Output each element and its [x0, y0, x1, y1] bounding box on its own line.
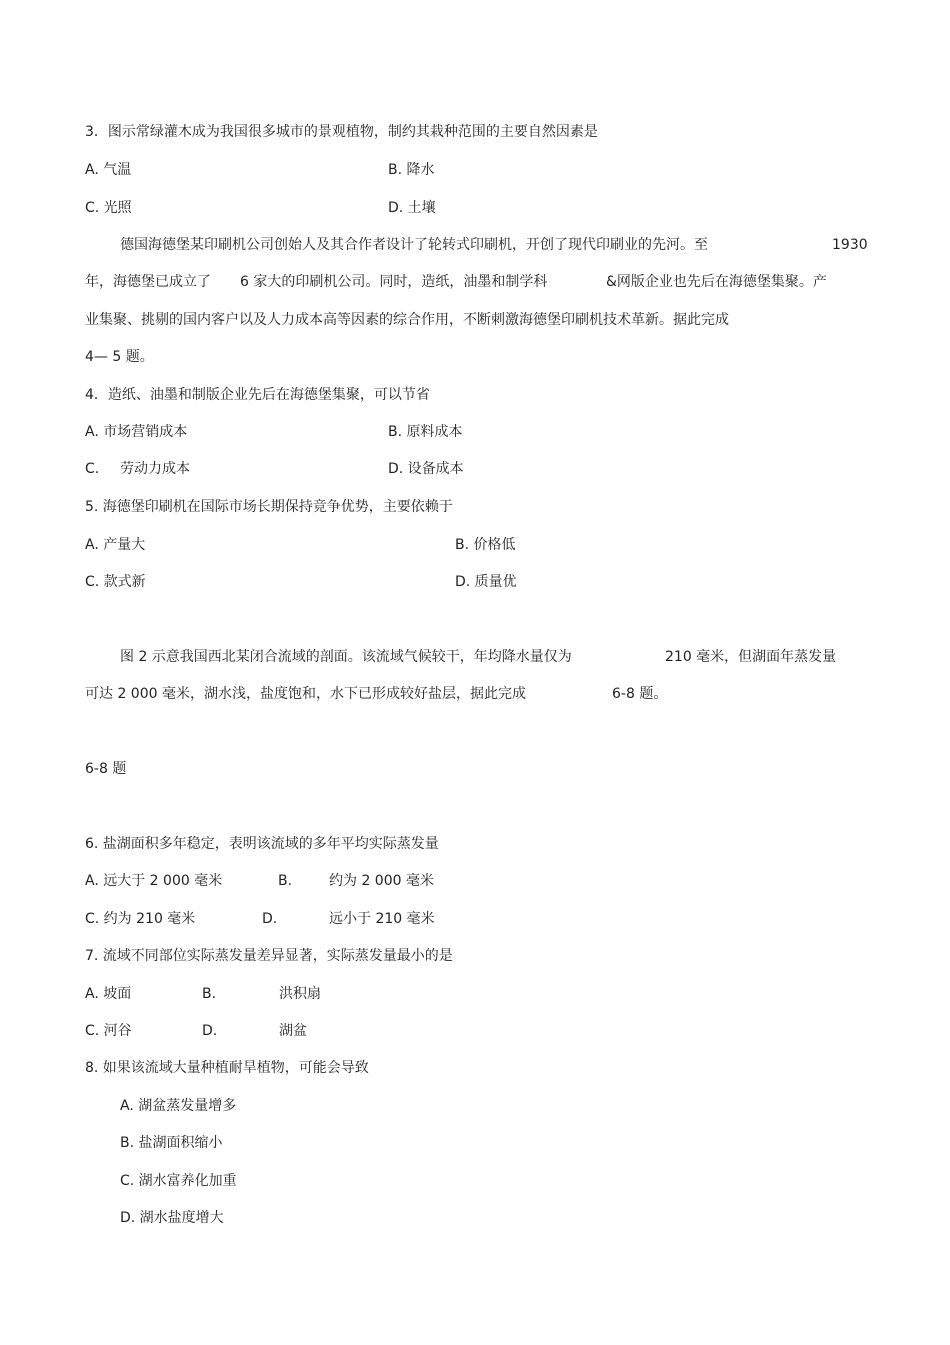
q5-option-d: D. 质量优 — [455, 574, 517, 590]
q3-option-a: A. 气温 — [85, 162, 132, 178]
q4-option-a: A. 市场营销成本 — [85, 424, 188, 440]
passage1-line2-part1: 年，海德堡已成立了 — [85, 274, 211, 290]
passage2-line2-end: 6-8 题。 — [612, 686, 668, 702]
q3-stem: 3．图示常绿灌木成为我国很多城市的景观植物，制约其栽种范围的主要自然因素是 — [85, 124, 598, 140]
q7-option-c: C. 河谷 — [85, 1023, 132, 1039]
q7-option-d-text: 湖盆 — [279, 1023, 307, 1039]
passage1-line1: 德国海德堡某印刷机公司创始人及其合作者设计了轮转式印刷机，开创了现代印刷业的先河。至 — [120, 237, 708, 253]
passage1-line3: 业集聚、挑剔的国内客户以及人力成本高等因素的综合作用，不断刺激海德堡印刷机技术革新。据此完成 — [85, 312, 729, 328]
q6-option-a: A. 远大于 2 000 毫米 — [85, 873, 223, 889]
passage1-line1-year: 1930 — [832, 237, 868, 253]
q3-option-c: C. 光照 — [85, 200, 132, 216]
q8-stem: 8. 如果该流域大量种植耐旱植物，可能会导致 — [85, 1060, 369, 1076]
q6-option-b-key: B. — [278, 873, 293, 889]
q6-option-b-text: 约为 2 000 毫米 — [329, 873, 434, 889]
q8-option-b: B. 盐湖面积缩小 — [120, 1135, 223, 1151]
section-label: 6-8 题 — [85, 761, 127, 777]
q4-option-d: D. 设备成本 — [388, 461, 464, 477]
passage2-line2: 可达 2 000 毫米，湖水浅，盐度饱和，水下已形成较好盐层，据此完成 — [85, 686, 526, 702]
q5-stem: 5. 海德堡印刷机在国际市场长期保持竞争优势，主要依赖于 — [85, 499, 453, 515]
q6-option-d-text: 远小于 210 毫米 — [329, 911, 435, 927]
q4-option-c-text: 劳动力成本 — [120, 461, 190, 477]
q6-stem: 6. 盐湖面积多年稳定，表明该流域的多年平均实际蒸发量 — [85, 836, 439, 852]
q6-option-d-key: D. — [262, 911, 278, 927]
q7-option-a: A. 坡面 — [85, 986, 132, 1002]
passage2-line1-end: 210 毫米，但湖面年蒸发量 — [665, 649, 837, 665]
q5-option-b: B. 价格低 — [455, 537, 516, 553]
q7-option-b-key: B. — [202, 986, 217, 1002]
q8-option-d: D. 湖水盐度增大 — [120, 1210, 224, 1226]
q8-option-c: C. 湖水富养化加重 — [120, 1173, 237, 1189]
q7-stem: 7. 流域不同部位实际蒸发量差异显著，实际蒸发量最小的是 — [85, 948, 453, 964]
q4-stem: 4．造纸、油墨和制版企业先后在海德堡集聚，可以节省 — [85, 387, 430, 403]
passage1-line4: 4— 5 题。 — [85, 349, 154, 365]
q3-option-d: D. 土壤 — [388, 200, 436, 216]
q8-option-a: A. 湖盆蒸发量增多 — [120, 1098, 237, 1114]
q5-option-a: A. 产量大 — [85, 537, 146, 553]
q4-option-b: B. 原料成本 — [388, 424, 463, 440]
q6-option-c: C. 约为 210 毫米 — [85, 911, 196, 927]
q7-option-b-text: 洪积扇 — [279, 986, 321, 1002]
q7-option-d-key: D. — [202, 1023, 218, 1039]
q3-option-b: B. 降水 — [388, 162, 435, 178]
q4-option-c-key: C. — [85, 461, 100, 477]
passage2-line1: 图 2 示意我国西北某闭合流域的剖面。该流域气候较干，年均降水量仅为 — [120, 649, 572, 665]
passage1-line2-part2: 6 家大的印刷机公司。同时，造纸，油墨和制学科 — [240, 274, 548, 290]
q5-option-c: C. 款式新 — [85, 574, 146, 590]
passage1-line2-part3: &网版企业也先后在海德堡集聚。产 — [606, 274, 827, 290]
